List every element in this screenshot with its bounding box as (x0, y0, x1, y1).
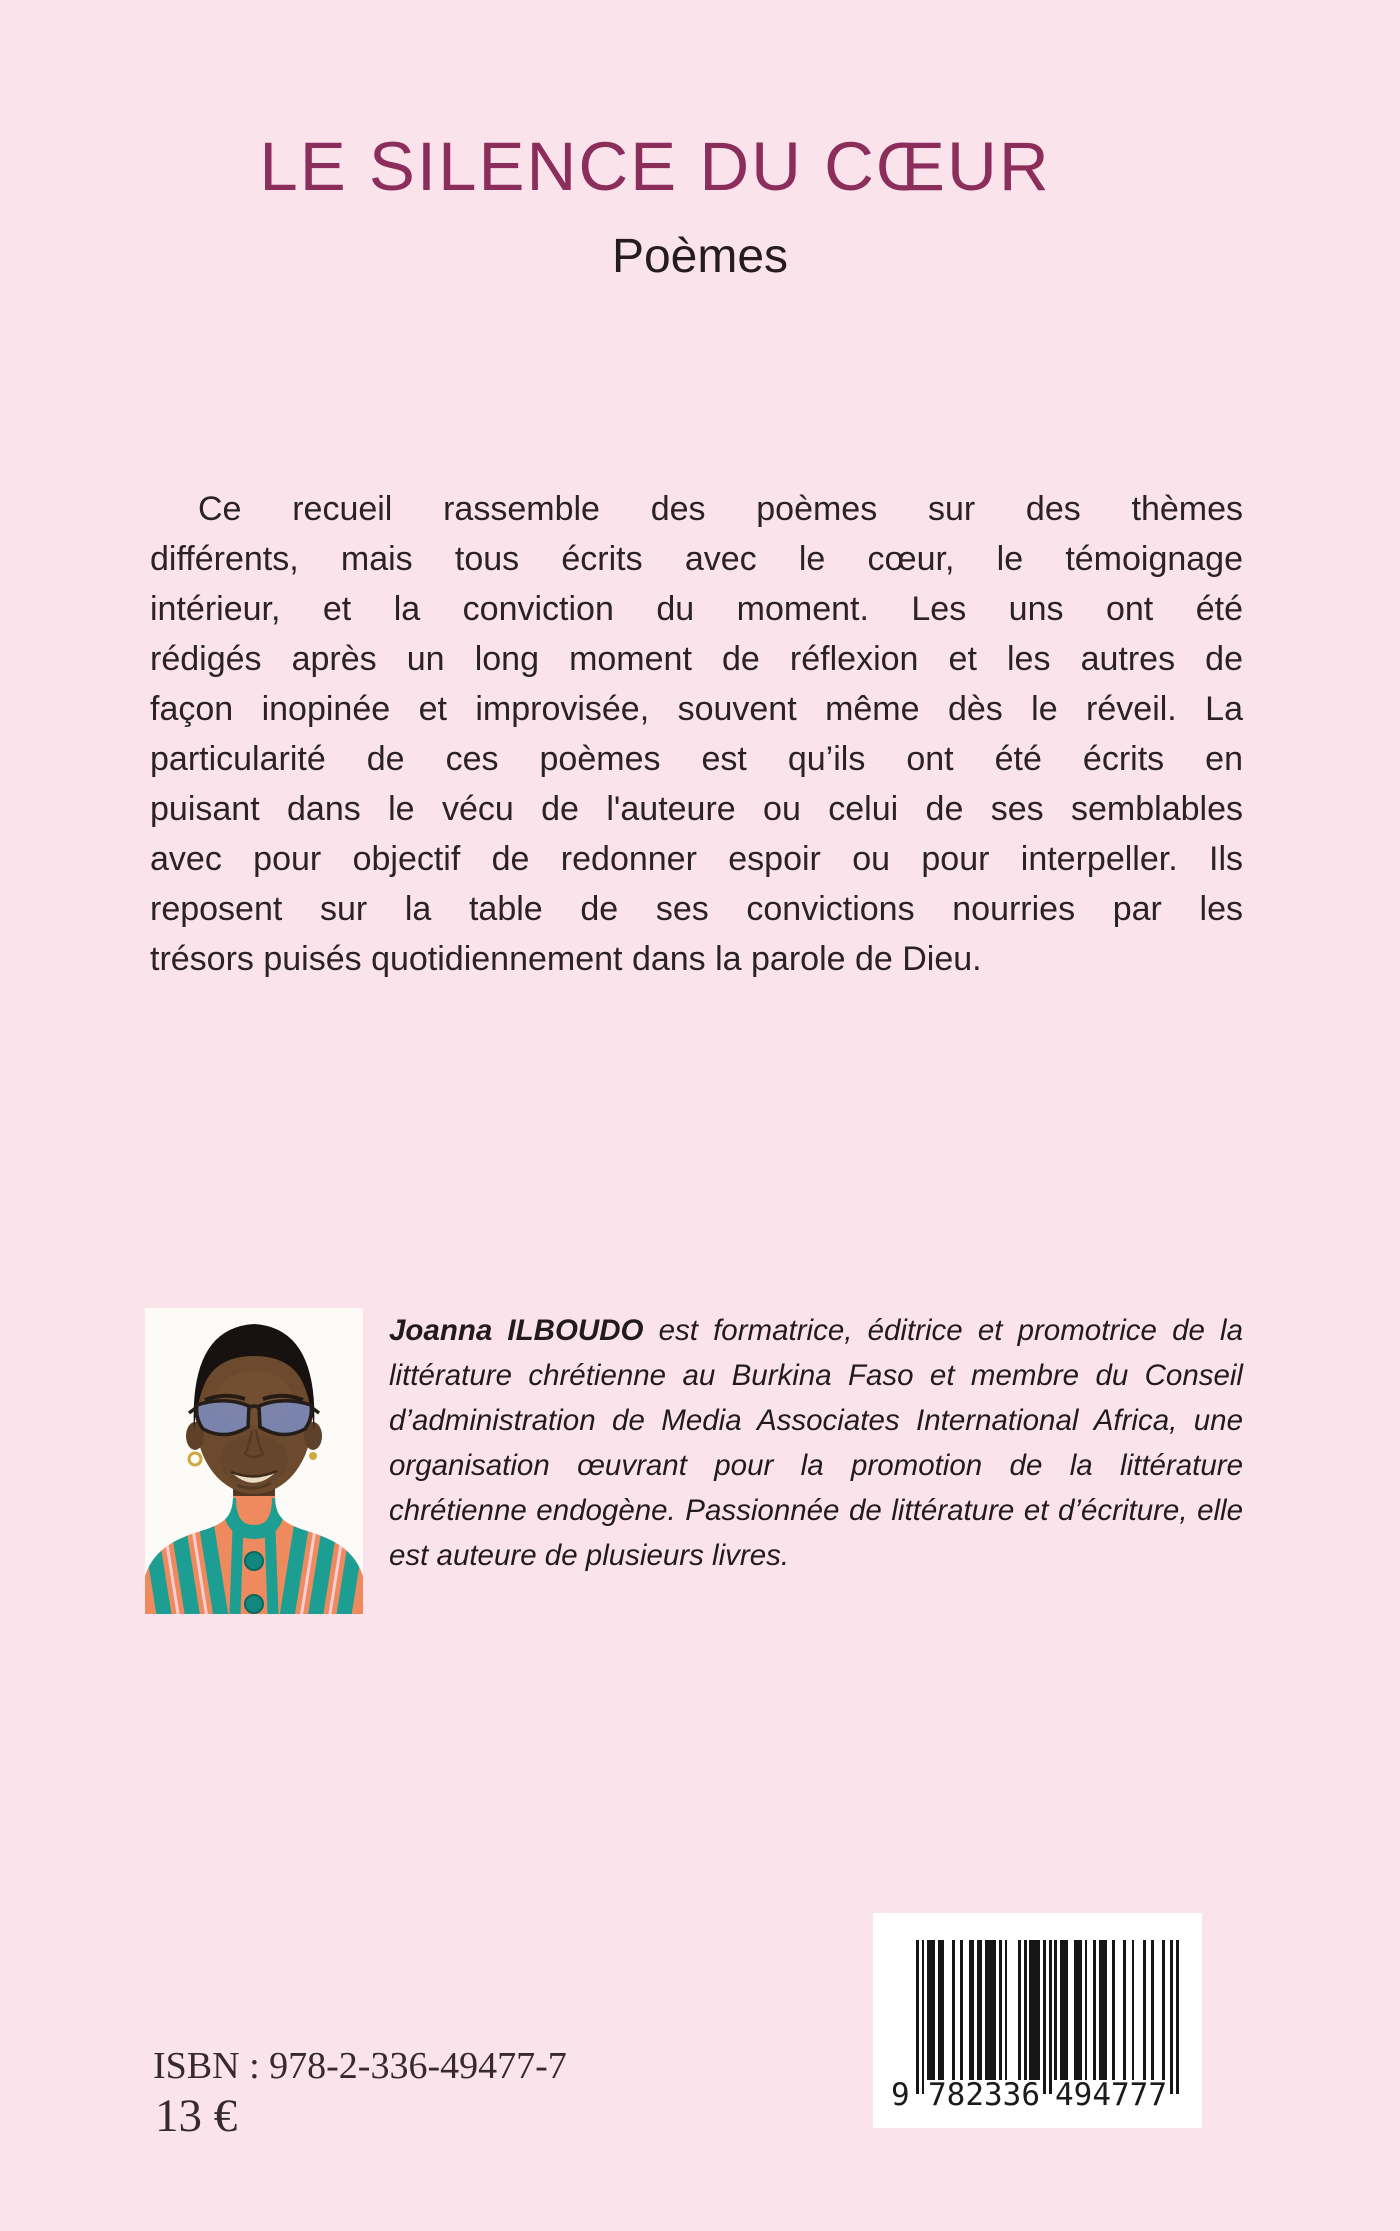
barcode-bars (916, 1940, 1178, 2094)
author-name: Joanna ILBOUDO (389, 1314, 644, 1347)
synopsis-line: façon inopinée et improvisée, souvent même dès le réveil. La (150, 690, 1243, 728)
isbn-text: ISBN : 978-2-336-49477-7 (153, 2045, 567, 2087)
book-title: LE SILENCE DU CŒUR (259, 128, 1051, 205)
synopsis-line: puisant dans le vécu de l'auteure ou celui de ses semblables (150, 790, 1243, 828)
barcode-digit-group-right: 494777 (1055, 2077, 1167, 2113)
author-photo (145, 1308, 363, 1614)
synopsis-line: intérieur, et la conviction du moment. Les uns ont été (150, 590, 1243, 628)
book-subtitle: Poèmes (611, 230, 789, 283)
author-section (145, 1308, 1243, 1614)
synopsis-line: reposent sur la table de ses convictions nourries par les (150, 890, 1243, 928)
synopsis-line: trésors puisés quotidiennement dans la parole de Dieu. (150, 940, 982, 978)
synopsis-line: rédigés après un long moment de réflexion et les autres de (150, 640, 1243, 678)
barcode (873, 1913, 1202, 2128)
synopsis-line: particularité de ces poèmes est qu’ils ont été écrits en (150, 740, 1243, 778)
price-text: 13 € (155, 2090, 238, 2142)
author-bio (389, 1308, 1243, 1578)
author-bio-text: est formatrice, éditrice et promotrice de la littérature chrétienne au Burkina Faso et membre du Conseil d’administration de Media Associates International Africa, une organisation œuvrant pour la promotion de la littérature chrétienne endogène. Passionnée de littérature et d’écriture, elle est auteure de plusieurs livres. (389, 1314, 1243, 1572)
synopsis-line: Ce recueil rassemble des poèmes sur des thèmes (198, 490, 1243, 528)
synopsis (150, 484, 1243, 984)
synopsis-line: avec pour objectif de redonner espoir ou pour interpeller. Ils (150, 840, 1243, 878)
barcode-digit-group-left: 782336 (928, 2077, 1040, 2113)
synopsis-line: différents, mais tous écrits avec le cœur, le témoignage (150, 540, 1243, 578)
barcode-digit-group-lead: 9 (891, 2077, 910, 2113)
